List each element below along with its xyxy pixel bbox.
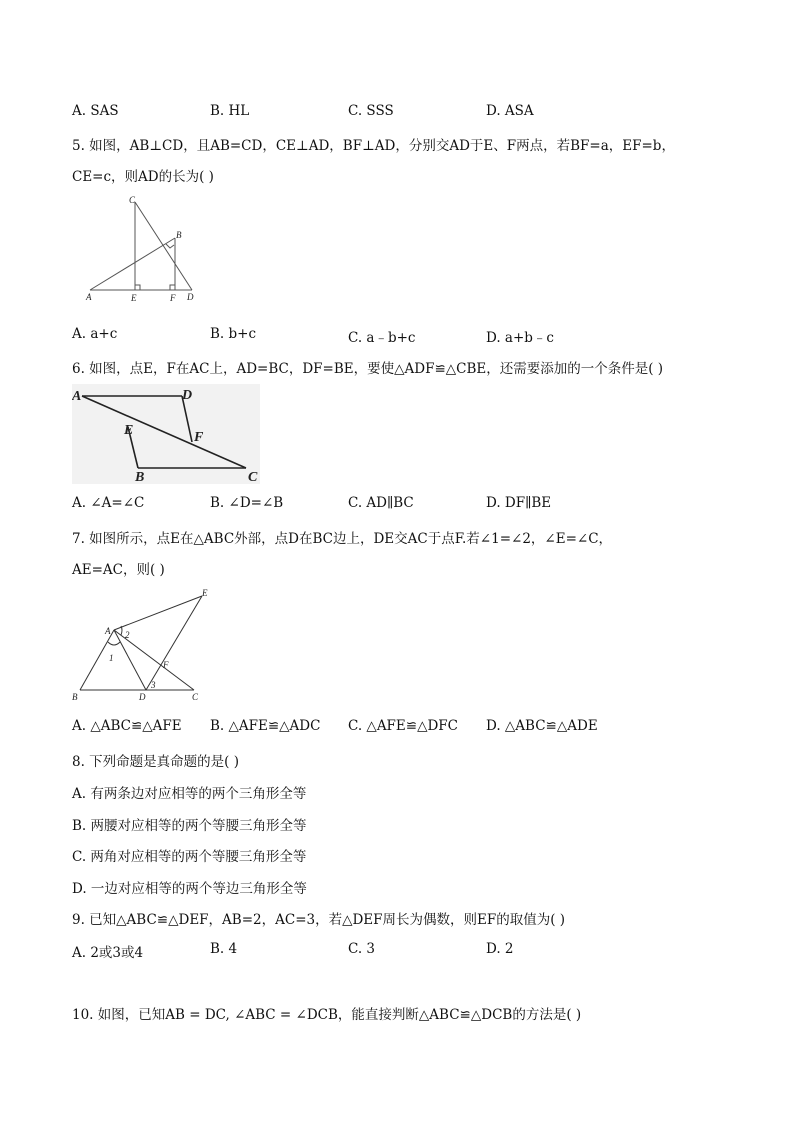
label-angle-1: 1 (109, 653, 114, 663)
q9-option-d: D. 2 (486, 941, 514, 957)
q9-option-a: A. 2或3或4 (72, 945, 144, 961)
q4-option-d: D. ASA (486, 103, 534, 119)
label-d: D (139, 692, 146, 702)
label-d: D (187, 292, 194, 302)
q6-stem: 6. 如图，点E，F在AC上，AD=BC，DF=BE，要使△ADF≌△CBE，还需要添加的一个条件是( ) (72, 361, 664, 377)
q7-stem-line2: AE=AC，则( ) (72, 562, 165, 578)
label-d: D (182, 388, 193, 403)
q4-option-c: C. SSS (348, 103, 394, 119)
q7-option-d: D. △ABC≌△ADE (486, 718, 598, 734)
right-angle-intersection (166, 244, 174, 248)
figure-background (72, 384, 260, 484)
label-angle-2: 2 (125, 630, 130, 640)
q7-option-a: A. △ABC≌△AFE (72, 718, 182, 734)
q5-option-a: A. a+c (72, 326, 118, 342)
label-b: B (176, 230, 182, 240)
q5-option-c: C. a﹣b+c (348, 330, 416, 346)
q6-figure (72, 384, 260, 484)
label-e: E (124, 423, 134, 438)
segment-cd (135, 202, 192, 290)
label-e: E (202, 588, 208, 598)
q7-figure (66, 586, 216, 706)
q6-option-d: D. DF∥BE (486, 495, 552, 511)
segment-de (146, 596, 202, 690)
label-f: F (170, 293, 176, 303)
segment-ae (114, 596, 202, 630)
segment-ab (90, 238, 175, 290)
q4-option-a: A. SAS (72, 103, 119, 119)
label-e: E (131, 293, 137, 303)
q9-option-c: C. 3 (348, 941, 376, 957)
q5-stem-line2: CE=c，则AD的长为( ) (72, 169, 214, 185)
label-angle-3: 3 (151, 680, 156, 690)
label-a: A (72, 389, 82, 404)
q6-option-b: B. ∠D=∠B (210, 495, 284, 511)
q5-stem-line1: 5. 如图，AB⊥CD，且AB=CD，CE⊥AD，BF⊥AD，分别交AD于E、F两点，若BF=a，EF=b， (72, 138, 675, 154)
q5-option-d: D. a+b﹣c (486, 330, 554, 346)
q4-option-b: B. HL (210, 103, 250, 119)
label-b: B (72, 692, 78, 702)
q9-option-b: B. 4 (210, 941, 238, 957)
angle-1-arc (108, 642, 120, 645)
label-c: C (129, 195, 136, 205)
q8-option-c: C. 两角对应相等的两个等腰三角形全等 (72, 849, 307, 865)
label-b: B (135, 470, 145, 484)
q7-option-c: C. △AFE≌△DFC (348, 718, 458, 734)
right-angle-e (135, 285, 140, 290)
label-a: A (105, 626, 111, 636)
angle-2-arc (121, 626, 122, 635)
q8-stem: 8. 下列命题是真命题的是( ) (72, 754, 239, 770)
label-c: C (248, 470, 258, 484)
label-c: C (192, 692, 199, 702)
right-angle-f (170, 285, 175, 290)
label-a: A (86, 292, 92, 302)
q8-option-b: B. 两腰对应相等的两个等腰三角形全等 (72, 818, 307, 834)
label-f: F (194, 430, 204, 445)
q6-option-c: C. AD∥BC (348, 495, 414, 511)
q6-option-a: A. ∠A=∠C (72, 495, 145, 511)
label-f: F (163, 660, 169, 670)
q5-figure (82, 192, 202, 304)
q5-option-b: B. b+c (210, 326, 257, 342)
segment-ad (114, 630, 146, 690)
q7-option-b: B. △AFE≌△ADC (210, 718, 321, 734)
q8-option-d: D. 一边对应相等的两个等边三角形全等 (72, 881, 307, 897)
q7-stem-line1: 7. 如图所示，点E在△ABC外部，点D在BC边上，DE交AC于点F.若∠1=∠2，∠E=∠C， (72, 531, 613, 547)
q8-option-a: A. 有两条边对应相等的两个三角形全等 (72, 786, 307, 802)
q9-stem: 9. 已知△ABC≌△DEF，AB=2，AC=3，若△DEF周长为偶数，则EF的取值为( ) (72, 912, 566, 928)
q10-stem: 10. 如图，已知AB = DC, ∠ABC = ∠DCB，能直接判断△ABC≌△DCB的方法是( ) (72, 1007, 582, 1023)
